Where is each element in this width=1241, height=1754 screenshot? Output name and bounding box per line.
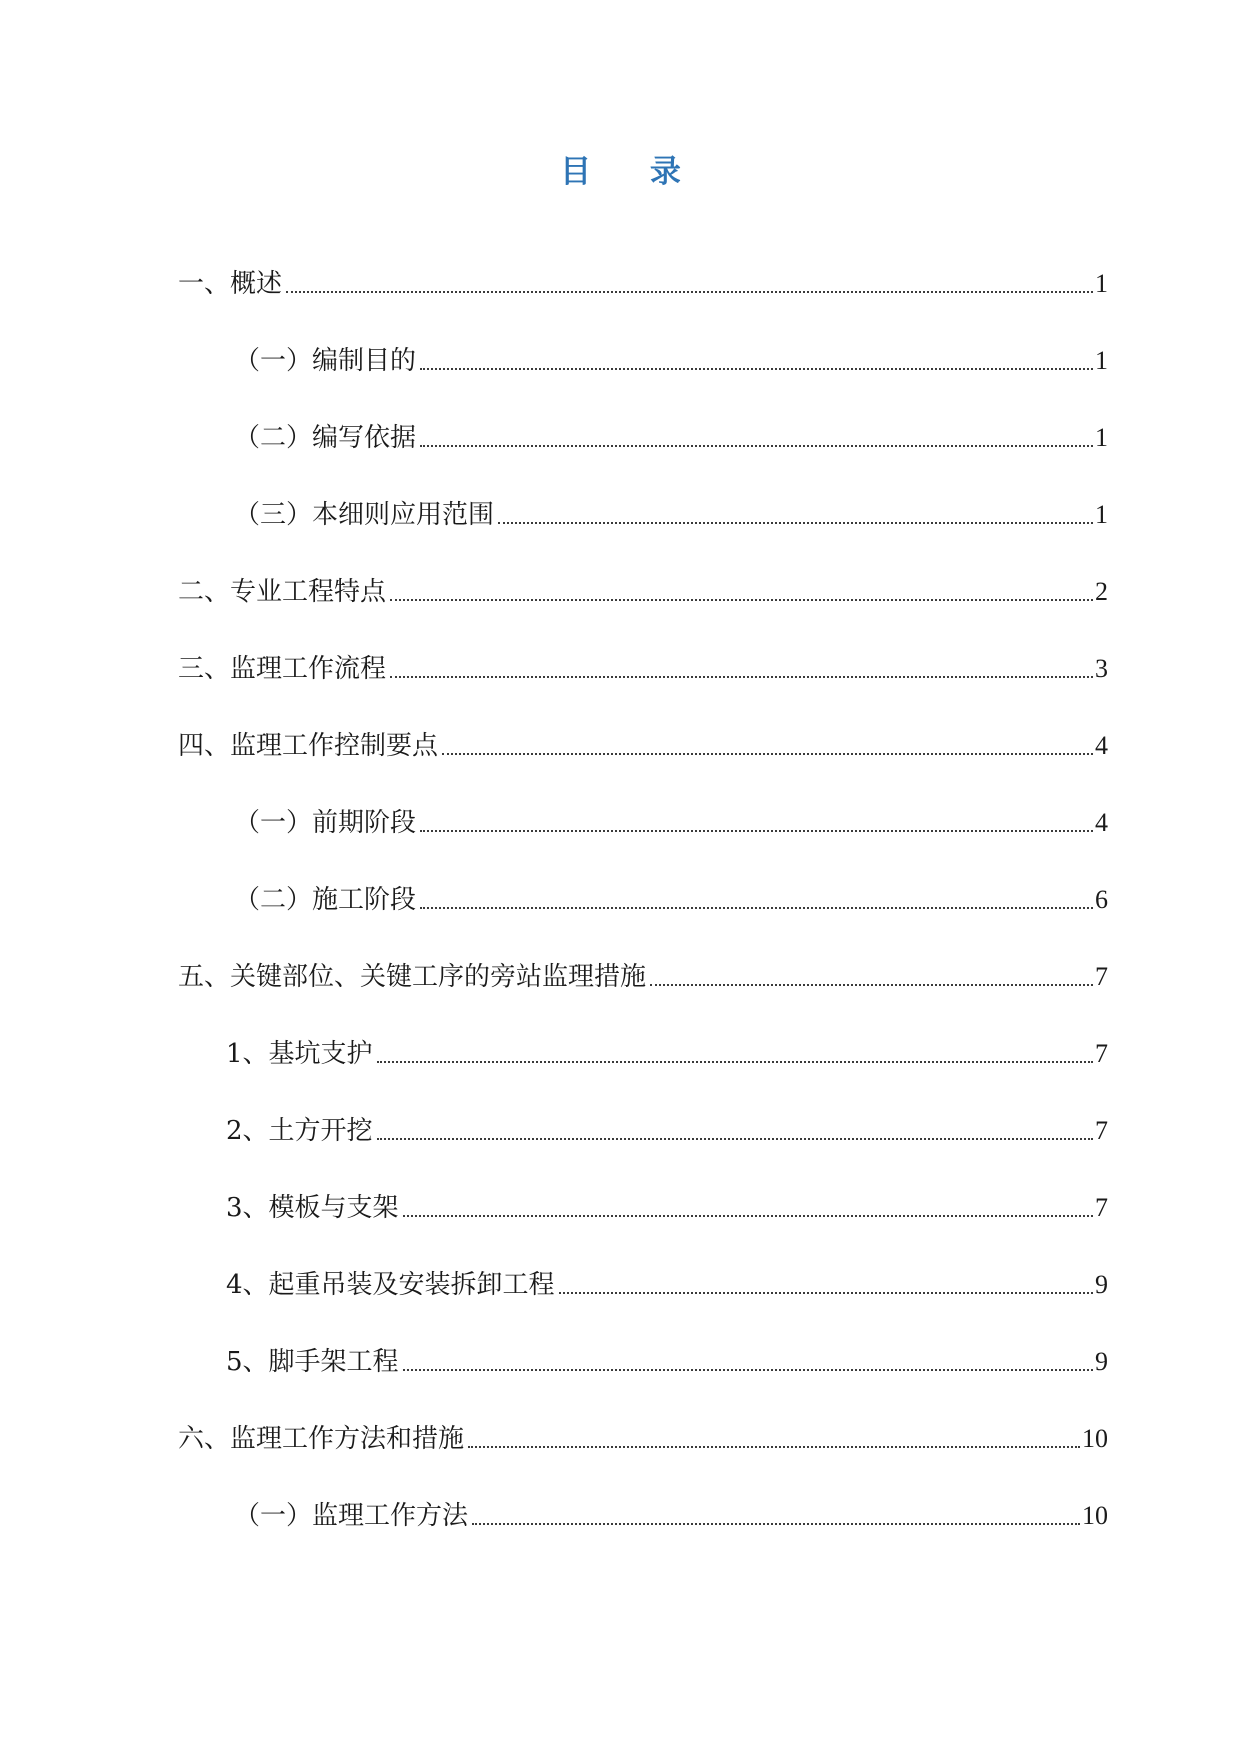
toc-entry-label: 六、监理工作方法和措施	[178, 1424, 465, 1454]
toc-dot-leader	[377, 1061, 1093, 1063]
toc-page-number: 1	[1095, 346, 1108, 375]
toc-entry[interactable]	[234, 1496, 1108, 1536]
toc-page-number: 2	[1095, 577, 1108, 606]
toc-page-number: 7	[1095, 1039, 1108, 1068]
toc-entry-label: 二、专业工程特点	[178, 577, 387, 607]
toc-dot-leader	[403, 1369, 1093, 1371]
toc-dot-leader	[650, 984, 1093, 986]
toc-entry-label: （一）监理工作方法	[234, 1501, 469, 1531]
toc-dot-leader	[390, 676, 1093, 678]
toc-dot-leader	[559, 1292, 1093, 1294]
toc-page-number: 7	[1095, 1116, 1108, 1145]
toc-dot-leader	[286, 291, 1093, 293]
toc-entry[interactable]	[178, 572, 1108, 612]
toc-page-number: 6	[1095, 885, 1108, 914]
toc-entry-label: （一）前期阶段	[234, 808, 417, 838]
toc-page-number: 1	[1095, 269, 1108, 298]
toc-entry[interactable]	[178, 264, 1108, 304]
toc-entry-label: （三）本细则应用范围	[234, 500, 495, 530]
toc-entry[interactable]	[234, 495, 1108, 535]
toc-entry-label: 三、监理工作流程	[178, 654, 387, 684]
toc-dot-leader	[472, 1523, 1080, 1525]
toc-page-number: 10	[1082, 1424, 1108, 1453]
toc-page-number: 9	[1095, 1270, 1108, 1299]
toc-dot-leader	[377, 1138, 1093, 1140]
toc-entry[interactable]	[226, 1188, 1108, 1228]
toc-entry-label: 四、监理工作控制要点	[178, 731, 439, 761]
toc-entry-label: 5、脚手架工程	[226, 1347, 399, 1377]
toc-entry-label: 一、概述	[178, 269, 283, 299]
toc-entry[interactable]	[178, 649, 1108, 689]
toc-entry[interactable]	[226, 1342, 1108, 1382]
toc-page-number: 3	[1095, 654, 1108, 683]
toc-page-number: 7	[1095, 962, 1108, 991]
toc-entry[interactable]	[226, 1111, 1108, 1151]
toc-dot-leader	[498, 522, 1093, 524]
toc-page-number: 4	[1095, 731, 1108, 760]
toc-entry-label: 2、土方开挖	[226, 1116, 373, 1146]
toc-dot-leader	[420, 445, 1093, 447]
toc-dot-leader	[420, 368, 1093, 370]
toc-entry-label: （一）编制目的	[234, 346, 417, 376]
toc-page-number: 4	[1095, 808, 1108, 837]
toc-page-number: 9	[1095, 1347, 1108, 1376]
toc-page-number: 1	[1095, 500, 1108, 529]
toc-entry[interactable]	[234, 341, 1108, 381]
page-title: 目 录	[560, 154, 705, 190]
toc-entry-label: 4、起重吊装及安装拆卸工程	[226, 1270, 555, 1300]
toc-entry[interactable]	[178, 957, 1108, 997]
toc-dot-leader	[420, 907, 1093, 909]
toc-entry[interactable]	[178, 1419, 1108, 1459]
toc-entry-label: （二）编写依据	[234, 423, 417, 453]
toc-dot-leader	[390, 599, 1093, 601]
toc-page-number: 10	[1082, 1501, 1108, 1530]
toc-entry-label: 五、关键部位、关键工序的旁站监理措施	[178, 962, 647, 992]
toc-dot-leader	[468, 1446, 1080, 1448]
toc-entry[interactable]	[234, 803, 1108, 843]
toc-entry-label: 1、基坑支护	[226, 1039, 373, 1069]
toc-dot-leader	[420, 830, 1093, 832]
toc-entry[interactable]	[178, 726, 1108, 766]
toc-dot-leader	[442, 753, 1093, 755]
toc-entry[interactable]	[226, 1265, 1108, 1305]
toc-entry[interactable]	[226, 1034, 1108, 1074]
toc-entry-label: （二）施工阶段	[234, 885, 417, 915]
toc-dot-leader	[403, 1215, 1093, 1217]
toc-page-number: 1	[1095, 423, 1108, 452]
toc-page-number: 7	[1095, 1193, 1108, 1222]
toc-entry-label: 3、模板与支架	[226, 1193, 399, 1223]
toc-entry[interactable]	[234, 880, 1108, 920]
toc-entry[interactable]	[234, 418, 1108, 458]
